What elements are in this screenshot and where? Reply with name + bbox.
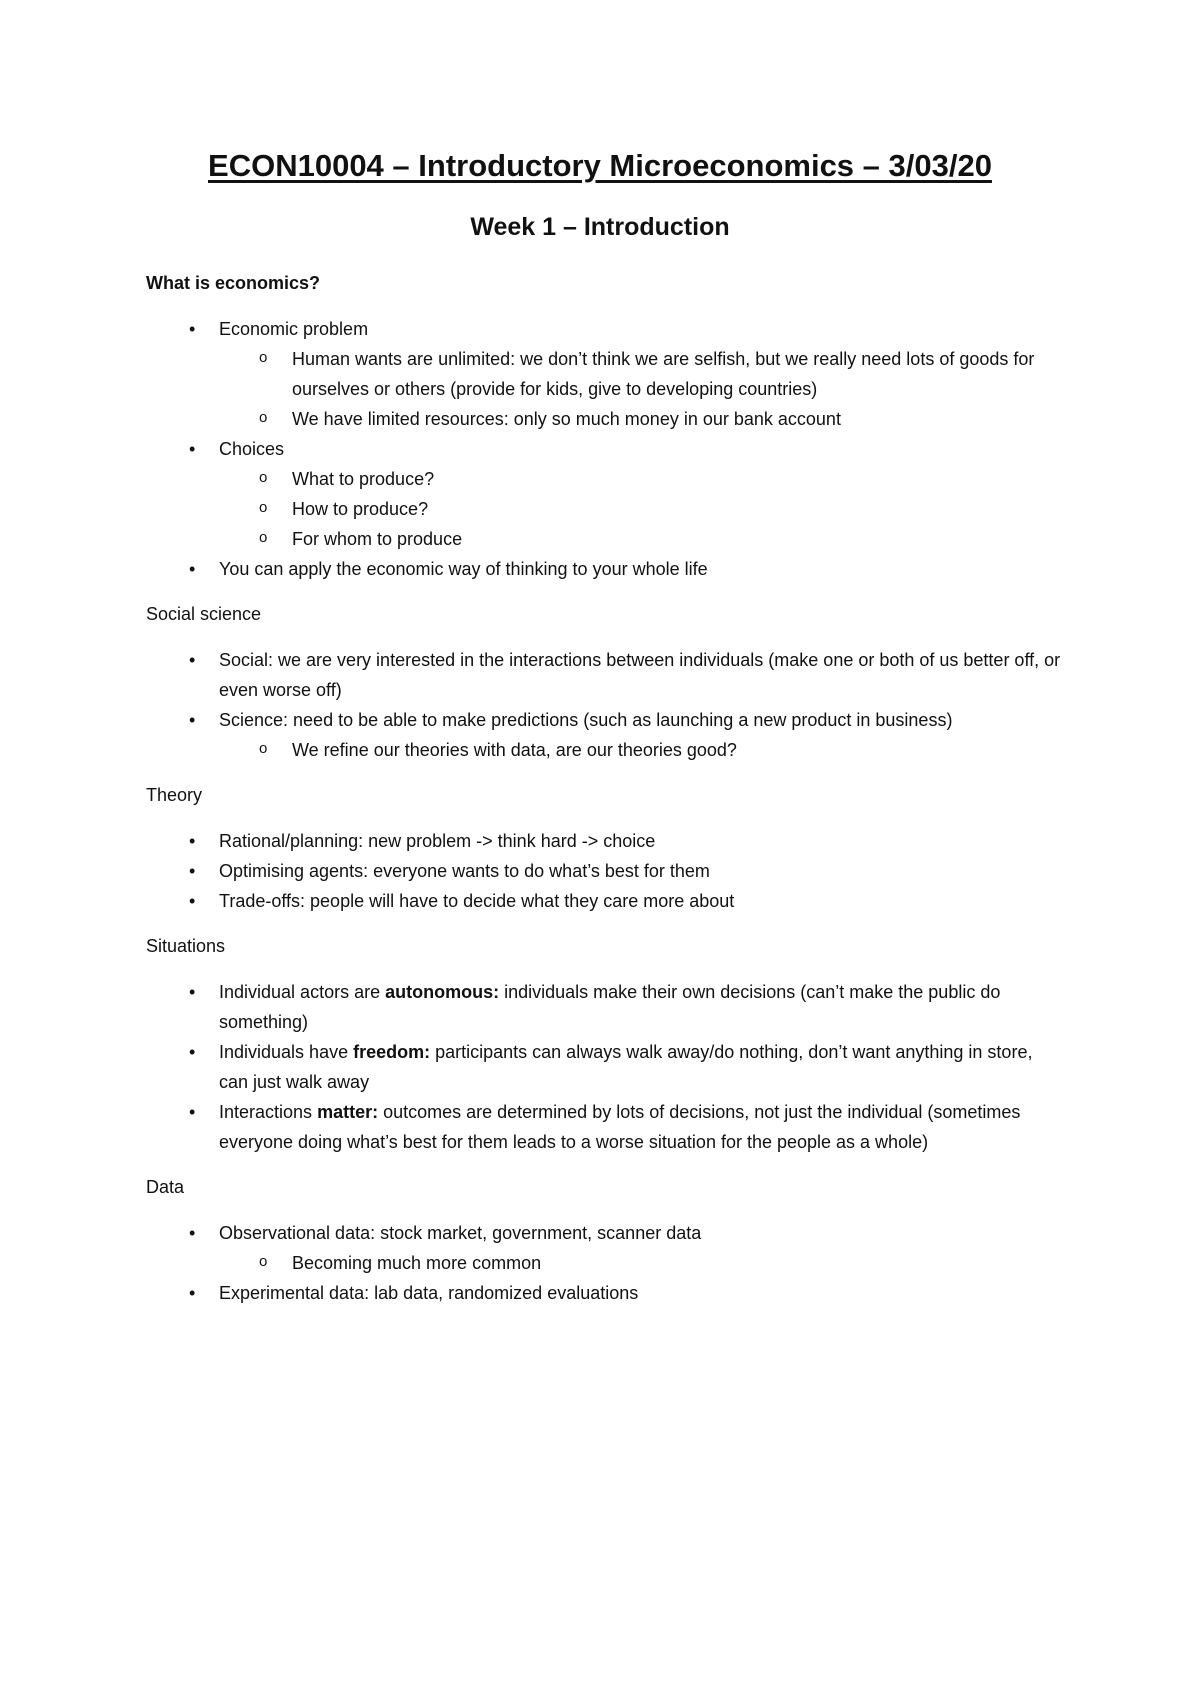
list-item bbox=[146, 705, 1066, 765]
list-item bbox=[146, 1037, 1066, 1097]
bullet-icon: • bbox=[189, 831, 196, 851]
list-item-text-start: Interactions bbox=[219, 1102, 318, 1122]
sub-list-item-text: Becoming much more common bbox=[292, 1253, 542, 1273]
section-social-science bbox=[146, 599, 1066, 765]
bullet-icon: • bbox=[189, 710, 196, 730]
bullet-icon: • bbox=[189, 319, 196, 339]
list-item-text-end: outcomes are determined by lots of decisions, not just the individual (sometimes everyone doing what’s best for them leads to a worse situation for the people as a whole) bbox=[219, 1102, 1021, 1152]
list-item-text: Experimental data: lab data, randomized evaluations bbox=[219, 1283, 639, 1303]
bold-term: autonomous: bbox=[385, 982, 500, 1002]
section-situations bbox=[146, 931, 1066, 1157]
bullet-icon: • bbox=[189, 559, 196, 579]
sub-list-item bbox=[219, 464, 1066, 494]
list-item-text: Rational/planning: new problem -> think hard -> choice bbox=[219, 831, 656, 851]
list-item bbox=[146, 977, 1066, 1037]
list-item bbox=[146, 856, 1066, 886]
document-title: ECON10004 – Introductory Microeconomics – 3/03/20 bbox=[208, 148, 992, 183]
list-item bbox=[146, 1278, 1066, 1308]
sub-list-item-text: How to produce? bbox=[292, 499, 429, 519]
list-item bbox=[146, 314, 1066, 434]
bullet-icon: • bbox=[189, 1102, 196, 1122]
sub-list-item bbox=[219, 344, 1066, 404]
list-item-text-end: individuals make their own decisions (can’t make the public do something) bbox=[219, 982, 1001, 1032]
sub-list-item bbox=[219, 735, 1066, 765]
bullet-icon: • bbox=[189, 439, 196, 459]
document-body bbox=[146, 268, 1066, 1323]
section-data bbox=[146, 1172, 1066, 1308]
sub-list-item bbox=[219, 494, 1066, 524]
sub-bullet-icon: o bbox=[259, 529, 268, 546]
list-item bbox=[146, 886, 1066, 916]
bold-term: matter: bbox=[317, 1102, 379, 1122]
sub-bullet-list bbox=[219, 735, 1066, 765]
sub-bullet-icon: o bbox=[259, 499, 268, 516]
list-item bbox=[146, 554, 1066, 584]
week-heading: Week 1 – Introduction bbox=[470, 213, 730, 241]
sub-bullet-list bbox=[219, 344, 1066, 434]
bullet-icon: • bbox=[189, 891, 196, 911]
sub-list-item-text: We refine our theories with data, are our theories good? bbox=[292, 740, 737, 760]
sub-bullet-icon: o bbox=[259, 1253, 268, 1270]
sub-list-item-text: For whom to produce bbox=[292, 529, 463, 549]
section-heading: Social science bbox=[146, 604, 262, 624]
list-item-text: Social: we are very interested in the interactions between individuals (make one or both of us better off, or even worse off) bbox=[219, 650, 1061, 700]
bullet-list bbox=[146, 645, 1066, 765]
bullet-list bbox=[146, 826, 1066, 916]
list-item bbox=[146, 645, 1066, 705]
sub-bullet-icon: o bbox=[259, 469, 268, 486]
bullet-icon: • bbox=[189, 650, 196, 670]
section-heading: What is economics? bbox=[146, 273, 321, 293]
bullet-list bbox=[146, 977, 1066, 1157]
sub-bullet-icon: o bbox=[259, 349, 268, 366]
list-item-text-start: Individuals have bbox=[219, 1042, 354, 1062]
list-item-text-end: participants can always walk away/do nothing, don’t want anything in store, can just walk away bbox=[219, 1042, 1033, 1092]
list-item-text: Observational data: stock market, government, scanner data bbox=[219, 1223, 702, 1243]
bullet-icon: • bbox=[189, 1283, 196, 1303]
bullet-list bbox=[146, 314, 1066, 584]
list-item-text: Economic problem bbox=[219, 319, 369, 339]
bullet-list bbox=[146, 1218, 1066, 1308]
list-item bbox=[146, 826, 1066, 856]
sub-list-item-text: What to produce? bbox=[292, 469, 435, 489]
sub-bullet-icon: o bbox=[259, 740, 268, 757]
list-item bbox=[146, 1097, 1066, 1157]
bullet-icon: • bbox=[189, 982, 196, 1002]
sub-bullet-icon: o bbox=[259, 409, 268, 426]
section-heading: Situations bbox=[146, 936, 226, 956]
section-theory bbox=[146, 780, 1066, 916]
list-item-text: Optimising agents: everyone wants to do what’s best for them bbox=[219, 861, 710, 881]
sub-list-item-text: We have limited resources: only so much money in our bank account bbox=[292, 409, 841, 429]
bullet-icon: • bbox=[189, 1042, 196, 1062]
sub-list-item-text: Human wants are unlimited: we don’t think we are selfish, but we really need lots of goods for ourselves or others (provide for kids, give to developing countries) bbox=[292, 349, 1035, 399]
list-item-text: Choices bbox=[219, 439, 285, 459]
section-heading: Data bbox=[146, 1177, 185, 1197]
list-item-text-start: Individual actors are bbox=[219, 982, 386, 1002]
section-what-is-economics bbox=[146, 268, 1066, 584]
bullet-icon: • bbox=[189, 1223, 196, 1243]
list-item-text: Trade-offs: people will have to decide what they care more about bbox=[219, 891, 735, 911]
list-item bbox=[146, 434, 1066, 554]
sub-list-item bbox=[219, 524, 1066, 554]
sub-bullet-list bbox=[219, 1248, 1066, 1278]
sub-list-item bbox=[219, 404, 1066, 434]
bold-term: freedom: bbox=[353, 1042, 431, 1062]
list-item bbox=[146, 1218, 1066, 1278]
bullet-icon: • bbox=[189, 861, 196, 881]
sub-list-item bbox=[219, 1248, 1066, 1278]
list-item-text: You can apply the economic way of thinking to your whole life bbox=[219, 559, 708, 579]
list-item-text: Science: need to be able to make predictions (such as launching a new product in business) bbox=[219, 710, 953, 730]
sub-bullet-list bbox=[219, 464, 1066, 554]
section-heading: Theory bbox=[146, 785, 203, 805]
